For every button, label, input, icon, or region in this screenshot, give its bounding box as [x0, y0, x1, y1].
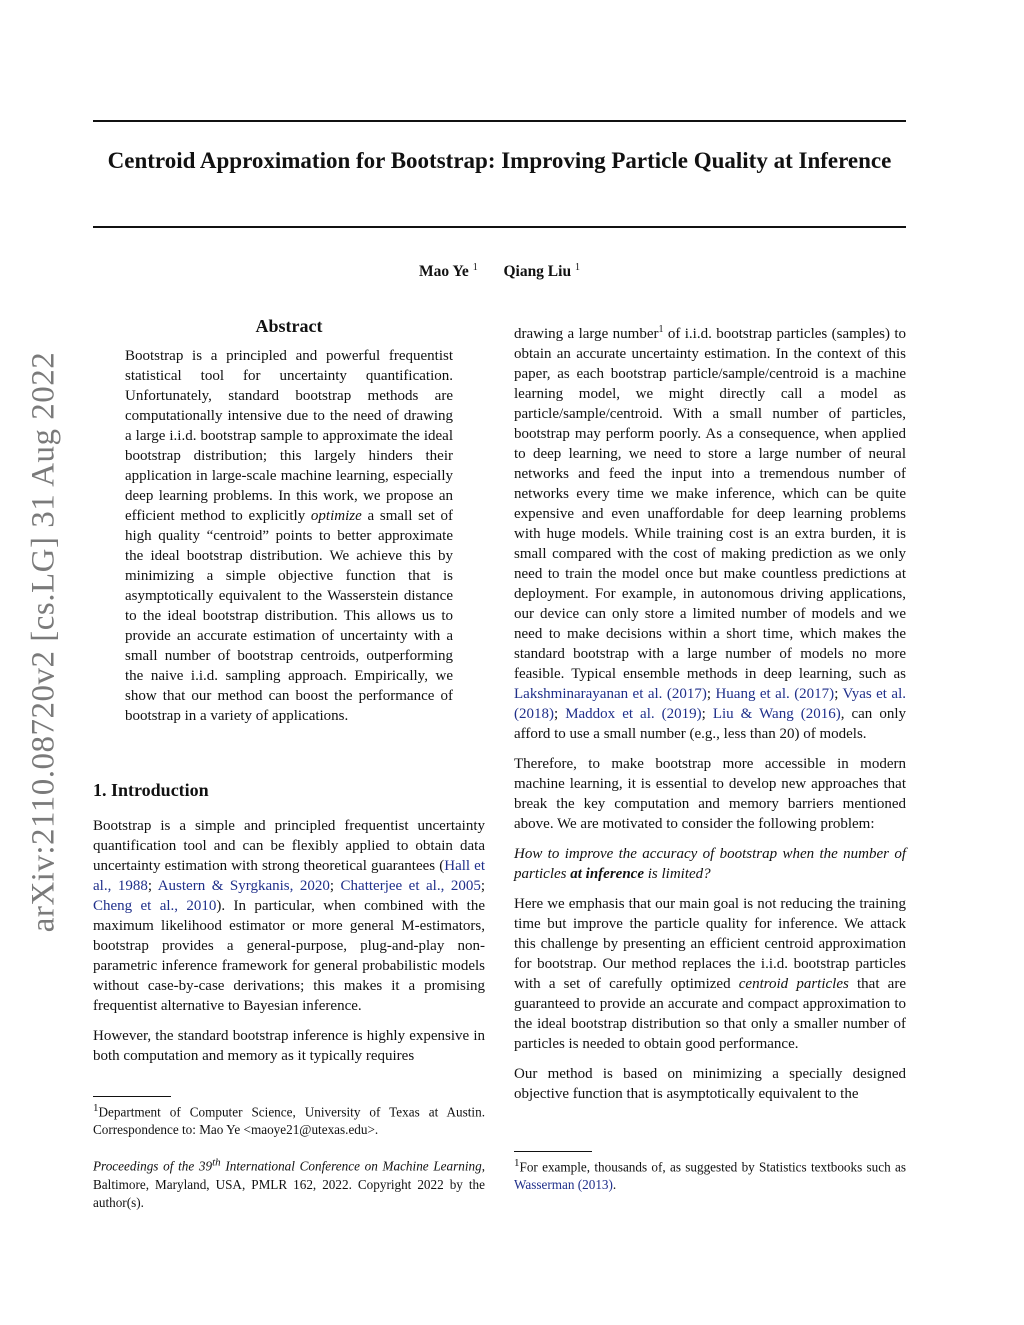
body-paragraph: drawing a large number$^1$ of i.i.d. bootstrap particles (samples) to obtain an accurate uncertainty estimation. In the context of this paper, as each bootstrap particle/sample/centroid is a machine learning model, we might directly call a model as particle/sample/centroid. With a small number of particles, bootstrap may perform poorly. As a consequence, when applied to deep learning, we need to store a large number of neural networks and feed the input into a tremendous number of networks every time we make inference, which can be quite expensive and even unaffordable for deep learning problems with huge models. While training cost is an extra burden, it is small compared with the cost of making prediction as we only need to train the model once but make countless predictions at deployment. For example, in autonomous driving applications, our device can only store a limited number of models and we need to make decisions within a short time, which makes the standard bootstrap with a large number of models no more feasible. Typical ensemble methods in deep learning, such as Lakshminarayanan et al. (2017); Huang et al. (2017); Vyas et al. (2018); Maddox et al. (2019); Liu & Wang (2016), can only afford to use a small number (e.g., less than 20) of models. [514, 324, 906, 742]
footnote-text: $^1$For example, thousands of, as suggested by Statistics textbooks such as Wasserman (2013). [514, 1157, 906, 1193]
citation-link[interactable]: Cheng et al., 2010 [93, 898, 217, 914]
intro-body [93, 816, 485, 1066]
title-bottom-rule [93, 226, 906, 228]
citation-link[interactable]: Liu & Wang (2016) [712, 706, 841, 722]
author-name: Mao Ye [419, 263, 469, 281]
citation-link[interactable]: Hall et al., 1988 [93, 858, 485, 894]
footnote-marker: 1 [658, 324, 664, 335]
intro-paragraph: Bootstrap is a simple and principled frequentist uncertainty quantification tool and can be flexibly applied to obtain data uncertainty estimation with strong theoretical guarantees (Hall et al., 1988; Austern & Syrgkanis, 2020; Chatterjee et al., 2005; Cheng et al., 2010). In particular, when combined with the maximum likelihood estimator or more general M-estimators, bootstrap provides a general-purpose, plug-and-play non-parametric inference framework for general probabilistic models without case-by-case derivations; this makes it a promising frequentist alternative to Bayesian inference. [93, 818, 486, 1014]
left-footnotes [93, 1099, 485, 1212]
intro-paragraph: However, the standard bootstrap inference is highly expensive in both computation and memory as it typically requires [93, 1028, 485, 1064]
abstract-text: Bootstrap is a principled and powerful frequentist statistical tool for uncertainty quantification. Unfortunately, standard bootstrap methods are computationally intensive due to the need of drawing a large i.i.d. bootstrap sample to approximate the ideal bootstrap distribution; this largely hinders their application in large-scale machine learning, especially deep learning problems. In this work, we propose an efficient method to explicitly optimize a small set of high quality “centroid” points to better approximate the ideal bootstrap distribution. We achieve this by minimizing a simple objective function that is asymptotically equivalent to the Wasserstein distance to the ideal bootstrap distribution. This allows us to provide an accurate estimation of uncertainty with a small number of bootstrap centroids, outperforming the naive i.i.d. sampling approach. Empirically, we show that our method can boost the performance of bootstrap in a variety of applications. [125, 348, 453, 724]
citation-link[interactable]: Maddox et al. (2019) [565, 706, 702, 722]
section-heading-introduction: 1. Introduction [93, 780, 209, 800]
body-paragraph: Here we emphasis that our main goal is not reducing the training time but improve the particle quality for inference. We attack this challenge by presenting an efficient centroid approximation for bootstrap. Our method replaces the i.i.d. bootstrap particles with a set of carefully optimized centroid particles that are guaranteed to provide an accurate and compact approximation to the ideal bootstrap distribution so that only a smaller number of particles is needed to obtain good performance. [514, 896, 906, 1052]
proceedings-note: Proceedings of the 39th International Conference on Machine Learning, Baltimore, Maryland, USA, PMLR 162, 2022. Copyright 2022 by the author(s). [93, 1156, 485, 1210]
citation-link[interactable]: Austern & Syrgkanis, 2020 [157, 878, 330, 894]
citation-link[interactable]: Lakshminarayanan et al. (2017) [514, 686, 707, 702]
body-paragraph: Therefore, to make bootstrap more accessible in modern machine learning, it is essential to develop new approaches that break the key computation and memory barriers mentioned above. We are motivated to consider the following problem: [514, 756, 906, 832]
paper-title: Centroid Approximation for Bootstrap: Improving Particle Quality at Inference [107, 148, 892, 173]
abstract-heading: Abstract [255, 316, 323, 336]
citation-link[interactable]: Wasserman (2013) [514, 1177, 613, 1193]
affiliation-footnote: $^1$Department of Computer Science, University of Texas at Austin. Correspondence to: Mao Ye <maoye21@utexas.edu>. [93, 1102, 485, 1138]
right-column-body [514, 320, 906, 1104]
footnote-rule [93, 1096, 171, 1097]
body-paragraph: Our method is based on minimizing a specially designed objective function that is asymptotically equivalent to the [514, 1066, 906, 1102]
research-question: How to improve the accuracy of bootstrap when the number of particles at inference is limited? [514, 846, 906, 882]
citation-link[interactable]: Vyas et al. (2018) [514, 686, 906, 722]
right-footnote [514, 1154, 906, 1194]
author-affiliation: 1 [574, 262, 580, 273]
footnote-rule [514, 1151, 592, 1152]
author-affiliation: 1 [472, 262, 478, 273]
title-top-rule [93, 120, 906, 122]
citation-link[interactable]: Huang et al. (2017) [715, 686, 835, 702]
author-name: Qiang Liu [503, 263, 572, 281]
abstract-body [125, 346, 453, 726]
author-list [93, 262, 906, 281]
arxiv-stamp: arXiv:2110.08720v2 [cs.LG] 31 Aug 2022 [25, 351, 62, 933]
citation-link[interactable]: Chatterjee et al., 2005 [340, 878, 481, 894]
